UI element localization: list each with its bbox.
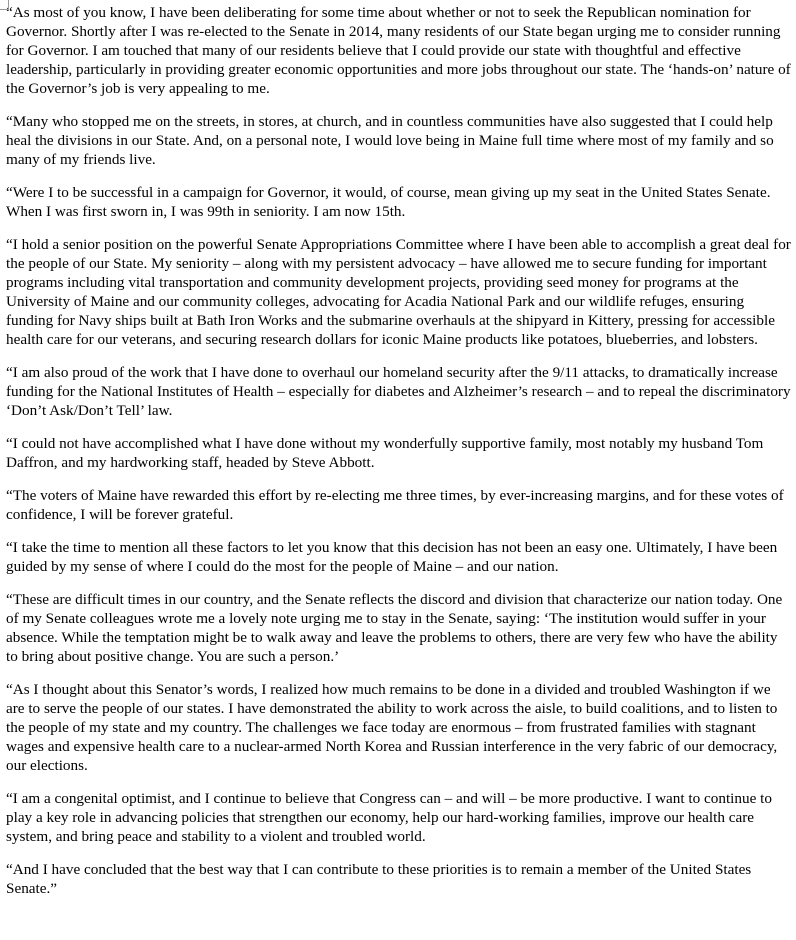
paragraph-2: “Many who stopped me on the streets, in stores, at church, and in countless communities have also suggested that I could help heal the divisions in our State. And, on a personal note, I would love being in Maine full time where most of my family and so many of my friends live. <box>6 113 774 168</box>
text-boundary-corner-mark <box>0 0 9 10</box>
paragraph-7: “The voters of Maine have rewarded this effort by re-electing me three times, by ever-increasing margins, and for these votes of confidence, I will be forever grateful. <box>6 487 784 523</box>
paragraph-11: “I am a congenital optimist, and I continue to believe that Congress can – and will – be more productive. I want to continue to play a key role in advancing policies that strengthen our economy, help our hard-working families, improve our health care system, and bring peace and stability to a violent and troubled world. <box>6 790 772 845</box>
paragraph-4: “I hold a senior position on the powerful Senate Appropriations Committee where I have been able to accomplish a great deal for the people of our State. My seniority – along with my persistent advocacy – have allowed me to secure funding for important programs including vital transportation and community development projects, providing seed money for programs at the University of Maine and our community colleges, advocating for Acadia National Park and our wildlife refuges, ensuring funding for Navy ships built at Bath Iron Works and the submarine overhauls at the shipyard in Kittery, pressing for accessible health care for our veterans, and securing research dollars for iconic Maine products like potatoes, blueberries, and lobsters. <box>6 236 791 348</box>
paragraph-6: “I could not have accomplished what I have done without my wonderfully supportive family, most notably my husband Tom Daffron, and my hardworking staff, headed by Steve Abbott. <box>6 435 764 471</box>
paragraph-10: “As I thought about this Senator’s words, I realized how much remains to be done in a divided and troubled Washington if we are to serve the people of our states. I have demonstrated the ability to work across the aisle, to build coalitions, and to listen to the people of my state and my country. The challenges we face today are enormous – from frustrated families with stagnant wages and expensive health care to a nuclear-armed North Korea and Russian interference in the very fabric of our democracy, our elections. <box>6 681 778 774</box>
paragraph-12: “And I have concluded that the best way that I can contribute to these priorities is to remain a member of the United States Senate.” <box>6 861 752 897</box>
paragraph-9: “These are difficult times in our country, and the Senate reflects the discord and division that characterize our nation today. One of my Senate colleagues wrote me a lovely note urging me to stay in the Senate, saying: ‘The institution would suffer in your absence. While the temptation might be to walk away and leave the problems to others, there are very few who have the ability to bring about positive change. You are such a person.’ <box>6 591 783 665</box>
paragraph-5: “I am also proud of the work that I have done to overhaul our homeland security after the 9/11 attacks, to dramatically increase funding for the National Institutes of Health – especially for diabetes and Alzheimer’s research – and to repeal the discriminatory ‘Don’t Ask/Don’t Tell’ law. <box>6 364 791 419</box>
paragraph-3: “Were I to be successful in a campaign for Governor, it would, of course, mean giving up my seat in the United States Senate. When I was first sworn in, I was 99th in seniority. I am now 15th. <box>6 184 771 220</box>
paragraph-1: “As most of you know, I have been deliberating for some time about whether or not to seek the Republican nomination for Governor. Shortly after I was re-elected to the Senate in 2014, many residents of our State began urging me to consider running for Governor. I am touched that many of our residents believe that I could provide our state with thoughtful and effective leadership, particularly in providing greater economic opportunities and more jobs throughout our state. The ‘hands-on’ nature of the Governor’s job is very appealing to me. <box>6 4 791 97</box>
paragraph-8: “I take the time to mention all these factors to let you know that this decision has not been an easy one. Ultimately, I have been guided by my sense of where I could do the most for the people of Maine – and our nation. <box>6 539 778 575</box>
